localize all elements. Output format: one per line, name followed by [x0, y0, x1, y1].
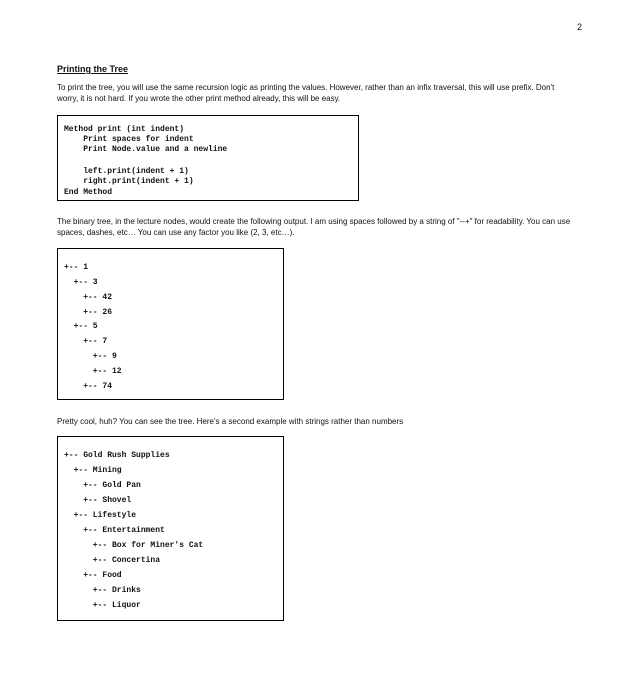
code-line: left.print(indent + 1)	[64, 167, 189, 176]
tree-line: +-- 1	[64, 263, 89, 272]
code-line: End Method	[64, 188, 113, 197]
tree-line: +-- Concertina	[64, 556, 161, 565]
tree-line: +-- Mining	[64, 466, 122, 475]
tree-line: +-- 26	[64, 308, 113, 317]
tree-line: +-- Lifestyle	[64, 511, 137, 520]
tree-line: +-- Liquor	[64, 601, 141, 610]
tree-line: +-- 5	[64, 322, 98, 331]
tree-line: +-- Drinks	[64, 586, 141, 595]
tree-line: +-- 42	[64, 293, 113, 302]
tree-line: +-- Gold Rush Supplies	[64, 451, 170, 460]
second-example-paragraph: Pretty cool, huh? You can see the tree. Here's a second example with strings rather than numbers	[57, 417, 404, 426]
page-number: 2	[576, 22, 582, 32]
tree-line: +-- 74	[64, 382, 113, 391]
tree-line: +-- 12	[64, 367, 122, 376]
code-line: Print spaces for indent	[64, 135, 194, 144]
strings-tree-box	[57, 436, 284, 621]
tree-line: +-- 7	[64, 337, 108, 346]
method-code-box	[57, 115, 359, 201]
code-line: Method print (int indent)	[64, 125, 185, 134]
tree-line: +-- Gold Pan	[64, 481, 141, 490]
tree-line: +-- Shovel	[64, 496, 132, 505]
tree-line: +-- Entertainment	[64, 526, 165, 535]
tree-line: +-- Box for Miner's Cat	[64, 541, 204, 550]
tree-line: +-- Food	[64, 571, 122, 580]
code-line: Print Node.value and a newline	[64, 145, 228, 154]
intro-paragraph: To print the tree, you will use the same recursion logic as printing the values. However, rather than an infix traversal, this will use prefix. Don't worry, it is not hard. If you wrote the other print method already, this will be easy.	[57, 83, 555, 103]
tree-line: +-- 3	[64, 278, 98, 287]
tree-line: +-- 9	[64, 352, 117, 361]
binary-tree-paragraph: The binary tree, in the lecture nodes, would create the following output. I am using spaces followed by a string of "--+" for readability. You can use spaces, dashes, etc… You can use any factor you like (2, 3, etc…).	[57, 217, 571, 237]
section-heading: Printing the Tree	[57, 64, 129, 74]
code-line: right.print(indent + 1)	[64, 177, 194, 186]
numbers-tree-box	[57, 248, 284, 400]
